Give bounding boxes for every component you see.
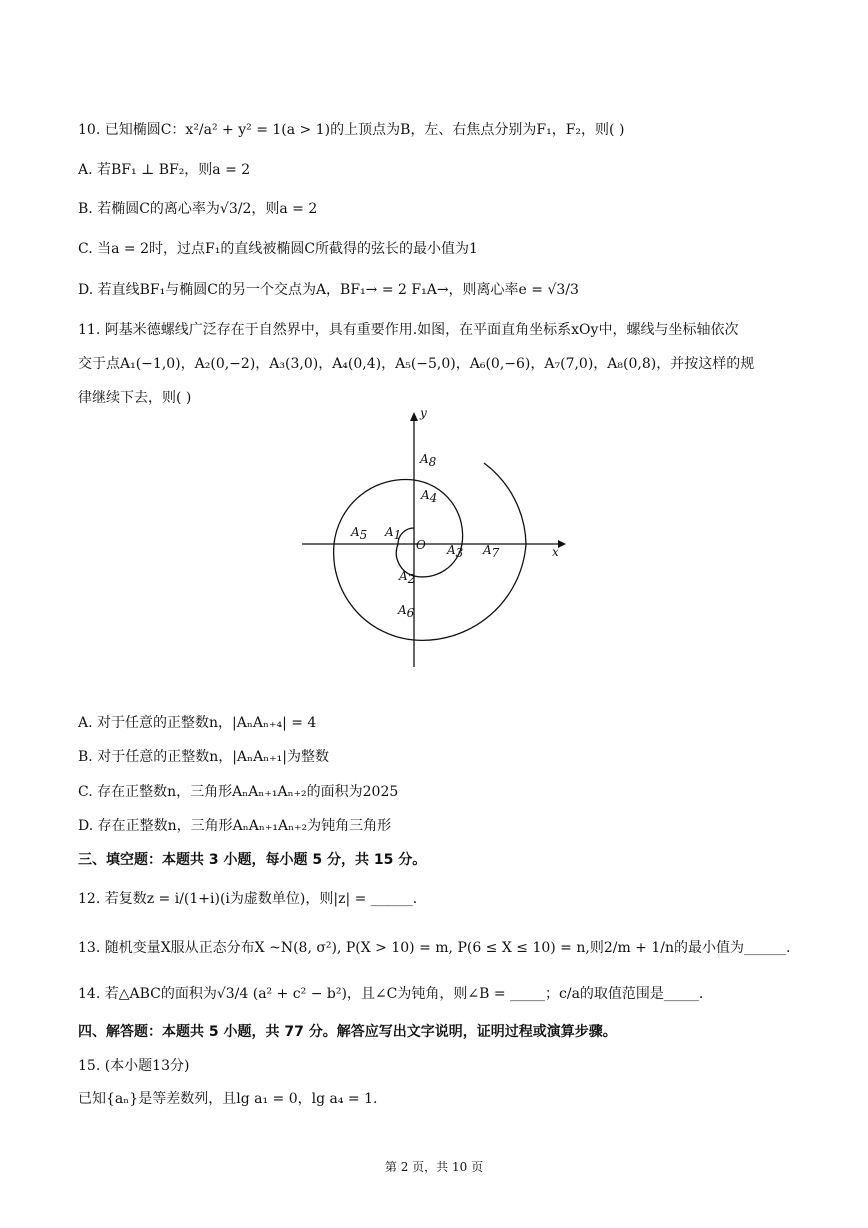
point-label-a6: A6 xyxy=(398,603,415,620)
x-axis-arrow-icon xyxy=(558,540,566,548)
point-label-a8: A8 xyxy=(420,452,437,469)
x-axis-label: x xyxy=(552,545,559,559)
archimedean-spiral-figure xyxy=(296,407,576,671)
q15-title: 15. (本小题13分) xyxy=(78,1058,190,1074)
q11-option-c: C. 存在正整数n，三角形AₙAₙ₊₁Aₙ₊₂的面积为2025 xyxy=(78,784,399,800)
section-4-heading: 四、解答题：本题共 5 小题，共 77 分。解答应写出文字说明，证明过程或演算步骤。 xyxy=(78,1024,617,1040)
origin-label: O xyxy=(416,538,426,552)
q11-stem-line-3: 律继续下去，则( ) xyxy=(78,390,192,406)
q11-stem-line-1: 11. 阿基米德螺线广泛存在于自然界中，具有重要作用.如图，在平面直角坐标系xOy中，螺线与坐标轴依次 xyxy=(78,322,739,338)
q10-option-d: D. 若直线BF₁与椭圆C的另一个交点为A，BF₁→ = 2 F₁A→，则离心率e = √3/3 xyxy=(78,282,579,298)
q10-option-b: B. 若椭圆C的离心率为√3/2，则a = 2 xyxy=(78,201,318,217)
q11-option-b: B. 对于任意的正整数n，|AₙAₙ₊₁|为整数 xyxy=(78,749,329,765)
q11-option-a: A. 对于任意的正整数n，|AₙAₙ₊₄| = 4 xyxy=(78,715,317,731)
point-label-a1: A1 xyxy=(385,525,402,542)
point-label-a4: A4 xyxy=(421,488,438,505)
y-axis-label: y xyxy=(420,407,427,420)
section-3-heading: 三、填空题：本题共 3 小题，每小题 5 分，共 15 分。 xyxy=(78,852,427,868)
q11-stem-line-2: 交于点A₁(−1,0)，A₂(0,−2)，A₃(3,0)，A₄(0,4)，A₅(−5,0)，A₆(0,−6)，A₇(7,0)，A₈(0,8)，并按这样的规 xyxy=(78,356,755,372)
y-axis-arrow-icon xyxy=(410,412,418,421)
question-12: 12. 若复数z = i/(1+i)(i为虚数单位)，则|z| = ______. xyxy=(78,891,418,907)
q15-text: 已知{aₙ}是等差数列，且lg a₁ = 0，lg a₄ = 1. xyxy=(78,1091,378,1107)
page-footer: 第 2 页，共 10 页 xyxy=(384,1160,484,1174)
question-13: 13. 随机变量X服从正态分布X ~N(8, σ²), P(X > 10) = m, P(6 ≤ X ≤ 10) = n,则2/m + 1/n的最小值为______. xyxy=(78,940,791,956)
point-label-a5: A5 xyxy=(351,525,368,542)
q11-option-d: D. 存在正整数n，三角形AₙAₙ₊₁Aₙ₊₂为钝角三角形 xyxy=(78,818,392,834)
point-label-a2: A2 xyxy=(399,569,416,586)
q10-option-c: C. 当a = 2时，过点F₁的直线被椭圆C所截得的弦长的最小值为1 xyxy=(78,241,478,257)
point-label-a3: A3 xyxy=(447,543,464,560)
point-label-a7: A7 xyxy=(483,543,500,560)
q10-option-a: A. 若BF₁ ⊥ BF₂，则a = 2 xyxy=(78,162,251,178)
q10-stem: 10. 已知椭圆C：x²/a² + y² = 1(a > 1)的上顶点为B，左、右焦点分别为F₁，F₂，则( ) xyxy=(78,122,625,138)
question-14: 14. 若△ABC的面积为√3/4 (a² + c² − b²)，且∠C为钝角，则∠B = _____；c/a的取值范围是_____. xyxy=(78,986,704,1002)
